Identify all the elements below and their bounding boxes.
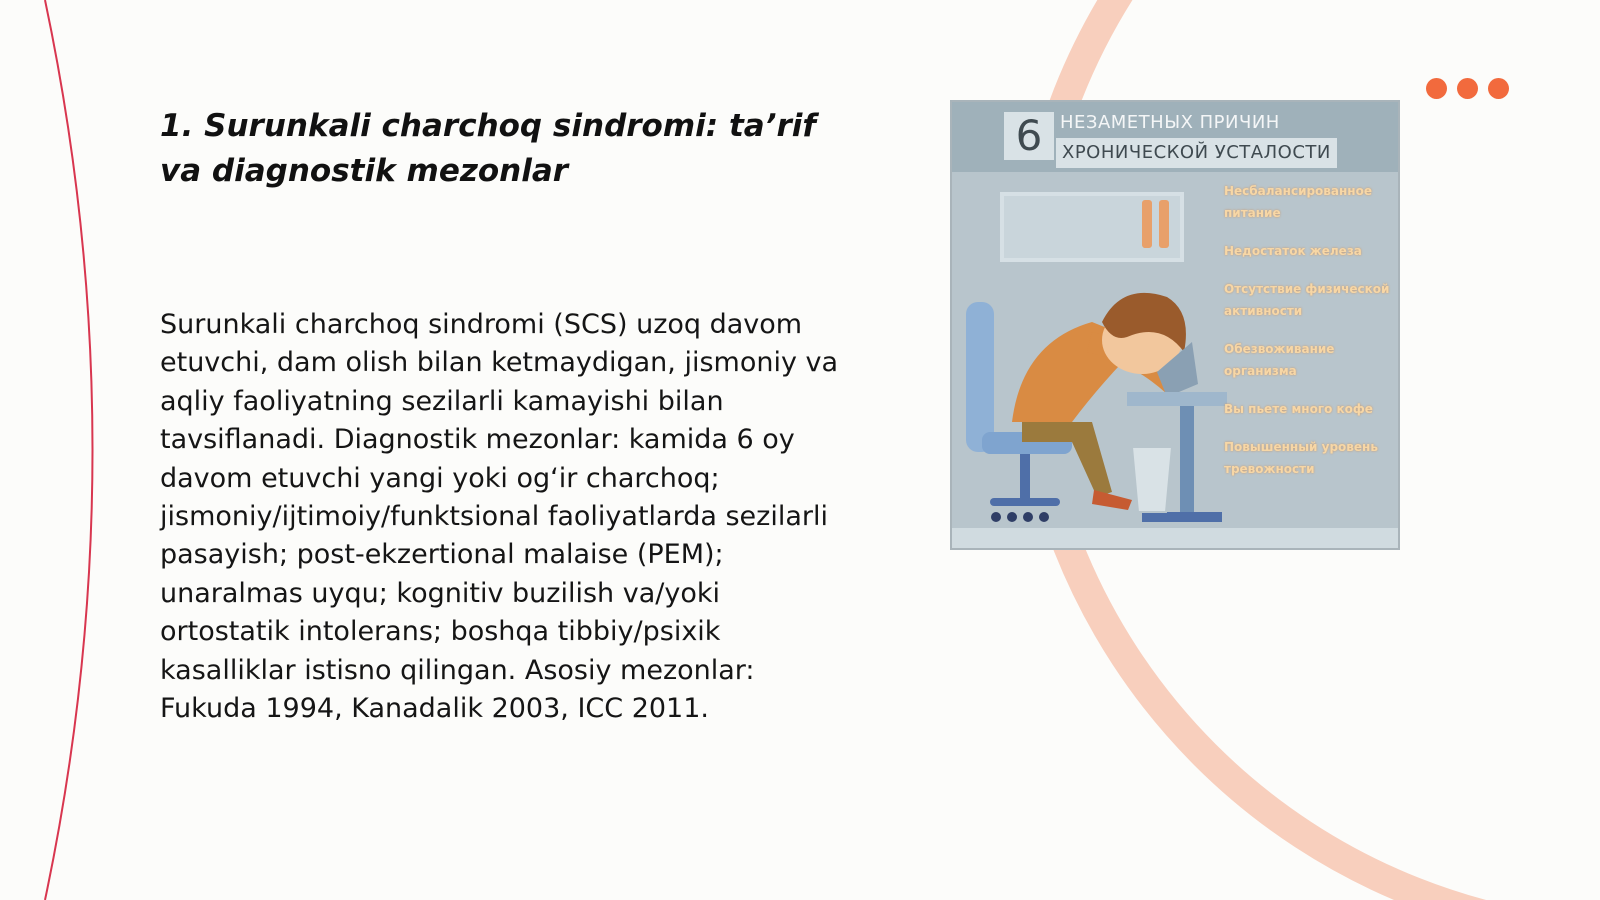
cause-item-1: Несбалансированное питание [1224, 184, 1372, 220]
causes-list [1224, 180, 1394, 496]
fatigue-illustration [950, 100, 1400, 550]
cause-item-5: Вы пьете много кофе [1224, 402, 1373, 416]
dot-3 [1488, 78, 1509, 99]
slide-body-text: Surunkali charchoq sindromi (SCS) uzoq davom etuvchi, dam olish bilan ketmaydigan, jismoniy va aqliy faoliyatning sezilarli kamayishi bilan tavsiflanadi. Diagnostik mezonlar: kamida 6 oy davom etuvchi yangi yoki og‘ir charchoq; jismoniy/ijtimoiy/funktsional faoliyatlarda sezilarli pasayish; post-ekzertional malaise (PEM); unaralmas uyqu; kognitiv buzilish va/yoki ortostatik intolerans; boshqa tibbiy/psixik kasalliklar istisno qilingan. Asosiy mezonlar: Fukuda 1994, Kanadalik 2003, ICC 2011. [160, 309, 839, 725]
slide-title: 1. Surunkali charchoq sindromi: ta’rif va diagnostik mezonlar [160, 108, 816, 189]
dot-1 [1426, 78, 1447, 99]
menu-dots-icon [1426, 78, 1509, 99]
cause-item-3: Отсутствие физической активности [1224, 282, 1390, 318]
dot-2 [1457, 78, 1478, 99]
cause-item-2: Недостаток железа [1224, 244, 1362, 258]
illustration-number: 6 [1004, 112, 1054, 160]
cause-item-4: Обезвоживание организма [1224, 342, 1335, 378]
left-curve-line [45, 0, 93, 900]
cause-item-6: Повышенный уровень тревожности [1224, 440, 1378, 476]
illustration-title [1060, 108, 1360, 168]
illustration-title-line1: НЕЗАМЕТНЫХ ПРИЧИН [1060, 112, 1280, 133]
illustration-title-line2: ХРОНИЧЕСКОЙ УСТАЛОСТИ [1056, 138, 1337, 168]
